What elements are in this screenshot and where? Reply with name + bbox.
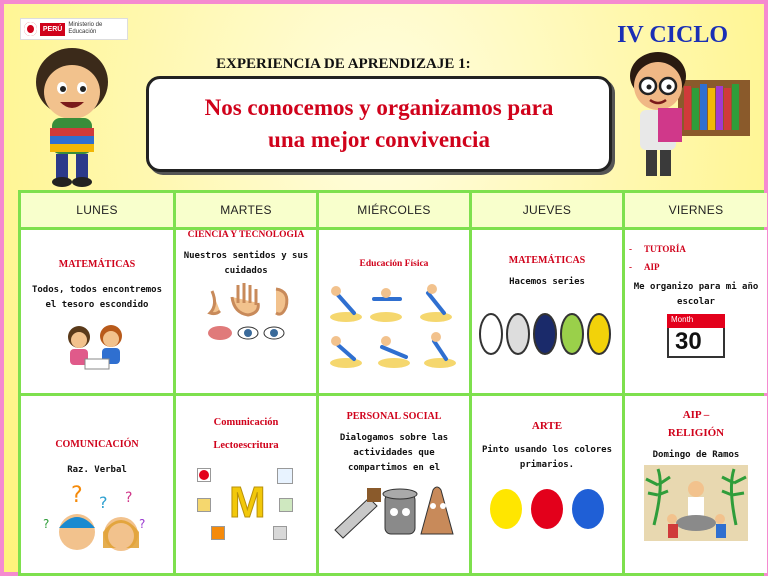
- cell-jueves-row1[interactable]: [472, 230, 622, 393]
- activity-label: Todos, todos encontremos el tesoro escondido: [31, 285, 163, 310]
- ball-series-icon: [477, 310, 617, 358]
- subject-tutoria: - TUTORÍA: [629, 244, 686, 254]
- svg-text:?: ?: [71, 483, 83, 508]
- cell-viernes-row1[interactable]: [625, 230, 767, 393]
- activity-label: Hacemos series: [509, 277, 585, 287]
- ciclo-label: IV CICLO: [617, 22, 728, 48]
- activity-label: Raz. Verbal: [67, 465, 127, 475]
- day-header-lunes: LUNES: [21, 193, 173, 227]
- exercising-kids-icon: [324, 275, 464, 375]
- activity-label: Domingo de Ramos: [652, 450, 740, 460]
- svg-text:?: ?: [125, 490, 133, 506]
- cell-jueves-row2[interactable]: [472, 396, 622, 573]
- subject-label: MATEMÁTICAS: [508, 255, 586, 266]
- weekly-schedule-table: [18, 190, 764, 576]
- day-header-martes: MARTES: [176, 193, 316, 227]
- palm-sunday-scene-icon: [644, 465, 748, 541]
- ministry-logo: [20, 18, 128, 40]
- activity-label: Pinto usando los colores primarios.: [481, 445, 613, 470]
- kids-reading-icon: [57, 321, 137, 373]
- letter-m-illustration: M: [191, 464, 301, 546]
- cartoon-tools-icon: [329, 480, 459, 540]
- peru-seal-icon: [24, 22, 37, 36]
- svg-text:?: ?: [139, 517, 146, 531]
- subject-label-1: Comunicación: [213, 417, 279, 428]
- subject-label: ARTE: [531, 420, 563, 432]
- cell-martes-row2[interactable]: [176, 396, 316, 573]
- cell-viernes-row2[interactable]: [625, 396, 767, 573]
- boy-with-glasses-illustration: [622, 46, 754, 186]
- title-line-1: Nos conocemos y organizamos para: [204, 95, 554, 120]
- subject-label-2: RELIGIÓN: [667, 427, 725, 439]
- subject-label: COMUNICACIÓN: [55, 439, 139, 450]
- viernes-subject-list: [629, 240, 686, 276]
- subject-label-2: Lectoescritura: [213, 440, 279, 451]
- day-header-jueves: JUEVES: [472, 193, 622, 227]
- subject-label: Educación Física: [359, 259, 429, 269]
- thinking-kids-icon: [37, 482, 157, 562]
- svg-text:?: ?: [99, 493, 108, 512]
- calendar-icon: Month 30: [663, 308, 729, 360]
- cell-lunes-row2[interactable]: [21, 396, 173, 573]
- cell-miercoles-row1[interactable]: [319, 230, 469, 393]
- title-banner: [146, 76, 612, 172]
- cell-lunes-row1[interactable]: [21, 230, 173, 393]
- subject-aip: - AIP: [629, 262, 660, 272]
- activity-label: Me organizo para mi año escolar: [633, 282, 759, 307]
- day-header-miercoles: MIÉRCOLES: [319, 193, 469, 227]
- primary-colors-icon: [482, 485, 612, 535]
- subject-label: CIENCIA Y TECNOLOGÍA: [187, 230, 305, 240]
- activity-label: Dialogamos sobre las actividades que compartimos en el: [339, 433, 449, 473]
- title-line-2: una mejor convivencia: [268, 127, 490, 152]
- boy-with-books-illustration: [24, 42, 120, 190]
- cell-miercoles-row2[interactable]: [319, 396, 469, 573]
- logo-ministry: Ministerio de Educación: [68, 22, 103, 35]
- day-header-viernes: VIERNES: [625, 193, 767, 227]
- subject-label-1: AIP –: [682, 409, 710, 421]
- subject-label: PERSONAL SOCIAL: [346, 411, 442, 422]
- cell-martes-row1[interactable]: [176, 230, 316, 393]
- svg-text:?: ?: [43, 517, 50, 531]
- subject-label: MATEMÁTICAS: [58, 259, 136, 270]
- logo-country: PERÚ: [40, 23, 65, 36]
- experience-heading: EXPERIENCIA DE APRENDIZAJE 1:: [216, 56, 471, 72]
- activity-label: Nuestros sentidos y sus cuidados: [183, 251, 309, 276]
- five-senses-icon: [198, 283, 294, 345]
